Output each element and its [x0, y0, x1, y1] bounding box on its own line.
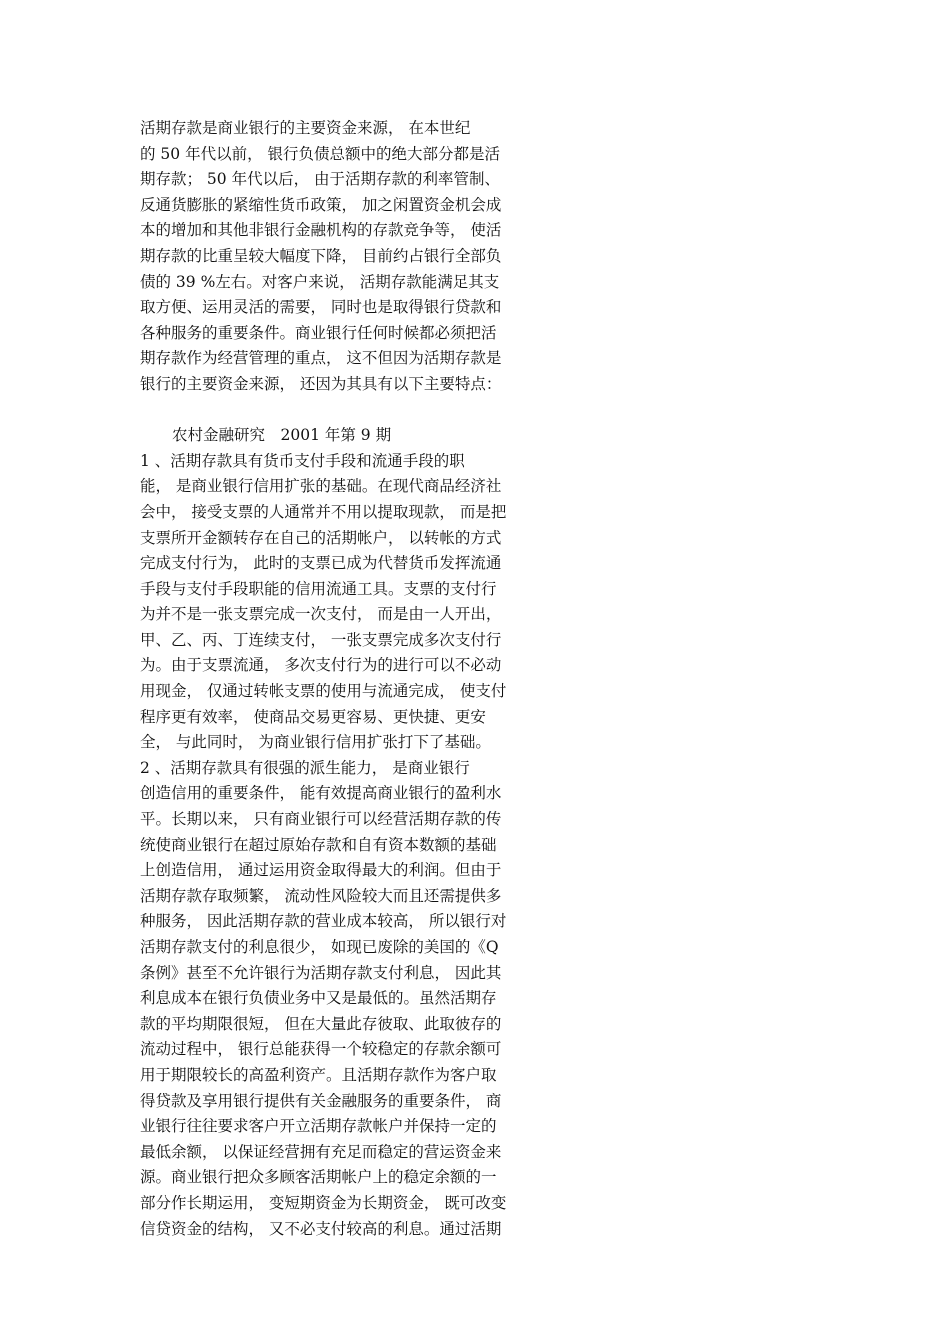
- text-line: 期存款的比重呈较大幅度下降， 目前约占银行全部负: [140, 246, 502, 265]
- text-line: 全， 与此同时， 为商业银行信用扩张打下了基础。: [140, 733, 491, 752]
- text-line: 甲、乙、丙、丁连续支付， 一张支票完成多次支付行: [140, 630, 502, 649]
- article-body: [140, 116, 540, 1242]
- paragraph-point-1: [140, 449, 540, 756]
- text-line: 2 、活期存款具有很强的派生能力， 是商业银行: [140, 758, 470, 777]
- text-line: 1 、活期存款具有货币支付手段和流通手段的职: [140, 451, 465, 470]
- text-line: 支票所开金额转存在自己的活期帐户， 以转帐的方式: [140, 528, 502, 547]
- text-line: 银行的主要资金来源， 还因为其具有以下主要特点：: [140, 374, 502, 393]
- text-line: 反通货膨胀的紧缩性货币政策， 加之闲置资金机会成: [140, 195, 502, 214]
- text-line: 创造信用的重要条件， 能有效提高商业银行的盈利水: [140, 784, 502, 803]
- text-line: 部分作长期运用， 变短期资金为长期资金， 既可改变: [140, 1193, 507, 1212]
- text-line: 上创造信用， 通过运用资金取得最大的利润。但由于: [140, 861, 502, 880]
- text-line: 信贷资金的结构， 又不必支付较高的利息。通过活期: [140, 1219, 502, 1238]
- text-line: 流动过程中， 银行总能获得一个较稳定的存款余额可: [140, 1040, 502, 1059]
- text-line: 手段与支付手段职能的信用流通工具。支票的支付行: [140, 579, 497, 598]
- text-line: 各种服务的重要条件。商业银行任何时候都必须把活: [140, 323, 497, 342]
- text-line: 完成支付行为， 此时的支票已成为代替货币发挥流通: [140, 554, 502, 573]
- text-line: 活期存款支付的利息很少， 如现已废除的美国的《Q: [140, 938, 499, 956]
- text-line: 最低余额， 以保证经营拥有充足而稳定的营运资金来: [140, 1142, 502, 1161]
- blank-line: [140, 398, 540, 424]
- text-line: 统使商业银行在超过原始存款和自有资本数额的基础: [140, 835, 497, 854]
- text-line: 期存款； 50 年代以后， 由于活期存款的利率管制、: [140, 170, 501, 189]
- text-line: 业银行往往要求客户开立活期存款帐户并保持一定的: [140, 1117, 497, 1136]
- text-line: 平。长期以来， 只有商业银行可以经营活期存款的传: [140, 810, 502, 829]
- text-line: 程序更有效率， 使商品交易更容易、更快捷、更安: [140, 707, 486, 726]
- text-line: 用现金， 仅通过转帐支票的使用与流通完成， 使支付: [140, 682, 507, 701]
- journal-citation: 农村金融研究 2001 年第 9 期: [172, 426, 392, 445]
- text-line: 得贷款及享用银行提供有关金融服务的重要条件， 商: [140, 1091, 502, 1110]
- text-line: 为。由于支票流通， 多次支付行为的进行可以不必动: [140, 656, 502, 675]
- text-line: 款的平均期限很短， 但在大量此存彼取、此取彼存的: [140, 1014, 502, 1033]
- text-line: 期存款作为经营管理的重点， 这不但因为活期存款是: [140, 349, 502, 368]
- text-line: 活期存款是商业银行的主要资金来源， 在本世纪: [140, 119, 471, 137]
- text-line: 用于期限较长的高盈利资产。且活期存款作为客户取: [140, 1065, 497, 1084]
- text-line: 本的增加和其他非银行金融机构的存款竞争等， 使活: [140, 221, 502, 240]
- text-line: 的 50 年代以前， 银行负债总额中的绝大部分都是活: [140, 144, 501, 163]
- text-line: 取方便、运用灵活的需要， 同时也是取得银行贷款和: [140, 298, 502, 317]
- text-line: 种服务， 因此活期存款的营业成本较高， 所以银行对: [140, 912, 507, 931]
- text-line: 源。商业银行把众多顾客活期帐户上的稳定余额的一: [140, 1168, 497, 1187]
- text-line: 能， 是商业银行信用扩张的基础。在现代商品经济社: [140, 477, 502, 496]
- text-line: 会中， 接受支票的人通常并不用以提取现款， 而是把: [140, 502, 507, 521]
- text-line: 债的 39 %左右。对客户来说， 活期存款能满足其支: [140, 272, 500, 291]
- text-line: 条例》甚至不允许银行为活期存款支付利息， 因此其: [140, 963, 502, 982]
- paragraph-intro: [140, 116, 540, 398]
- text-line: 活期存款存取频繁， 流动性风险较大而且还需提供多: [140, 886, 502, 905]
- paragraph-point-2: [140, 756, 540, 1242]
- text-line: 为并不是一张支票完成一次支付， 而是由一人开出，: [140, 605, 502, 624]
- text-line: 利息成本在银行负债业务中又是最低的。虽然活期存: [140, 989, 497, 1008]
